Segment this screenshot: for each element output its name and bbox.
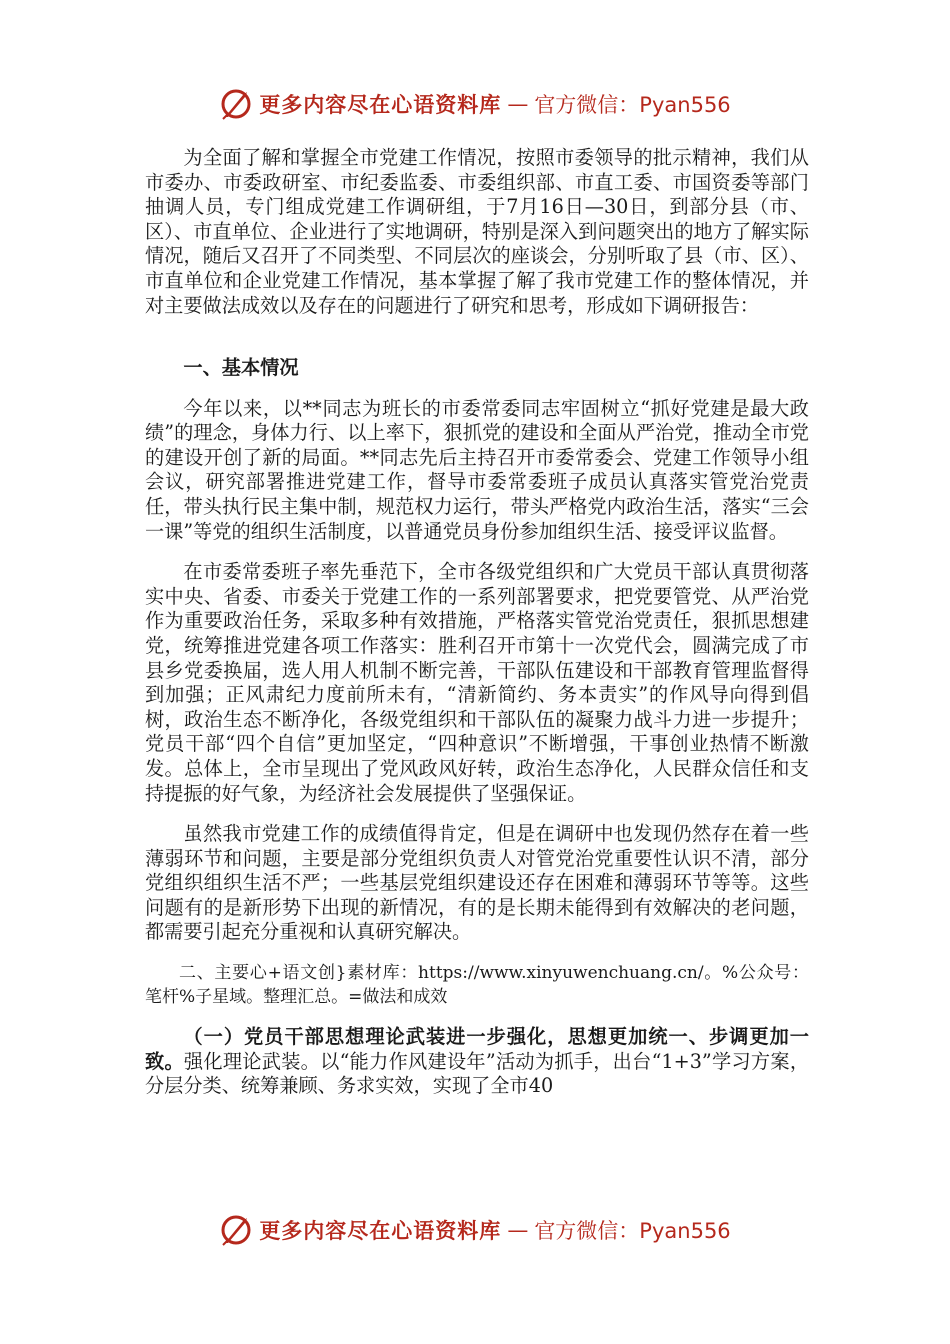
quill-logo-icon <box>219 1213 253 1247</box>
banner-brand-text: 更多内容尽在心语资料库 <box>259 93 502 117</box>
paragraph-achievements: 在市委常委班子率先垂范下，全市各级党组织和广大党员干部认真贯彻落实中央、省委、市委关于党建工作的一系列部署要求，把党要管党、从严治党作为重要政治任务，采取多种有效措施，严格落实管党治党责任，狠抓思想建党，统筹推进党建各项工作落实：胜利召开市第十一次党代会，圆满完成了市县乡党委换届，选人用人机制不断完善，干部队伍建设和干部教育管理监督得到加强；正风肃纪力度前所未有，“清新简约、务本责实”的作风导向得到倡树，政治生态不断净化，各级党组织和干部队伍的凝聚力战斗力进一步提升；党员干部“四个自信”更加坚定，“四种意识”不断增强，干事创业热情不断激发。总体上，全市呈现出了党风政风好转，政治生态净化，人民群众信任和支持提振的好气象，为经济社会发展提供了坚强保证。 <box>145 560 809 805</box>
document-body <box>145 146 809 1099</box>
section-heading-basic: 一、基本情况 <box>183 356 299 379</box>
section-heading-practices: 二、主要心+语文创}素材库：https://www.xinyuwenchuang.cn/。%公众号：笔杆%子星域。整理汇总。=做法和成效 <box>145 963 809 1008</box>
quill-logo-icon <box>219 87 253 121</box>
intro-paragraph: 为全面了解和掌握全市党建工作情况，按照市委领导的批示精神，我们从市委办、市委政研室、市纪委监委、市委组织部、市直工委、市国资委等部门抽调人员，专门组成党建工作调研组，于7月16日—30日，到部分县（市、区）、市直单位、企业进行了实地调研，特别是深入到问题突出的地方了解实际情况，随后又召开了不同类型、不同层次的座谈会，分别听取了县（市、区）、市直单位和企业党建工作情况，基本掌握了解了我市党建工作的整体情况，并对主要做法成效以及存在的问题进行了研究和思考，形成如下调研报告： <box>145 146 809 317</box>
paragraph-theory-lead: （一）党员干部思想理论武装进一步强化，思想更加统一、步调更加一致。 <box>145 1025 809 1073</box>
paragraph-problems: 虽然我市党建工作的成绩值得肯定，但是在调研中也发现仍然存在着一些薄弱环节和问题，主要是部分党组织负责人对管党治党重要性认识不清，部分党组织组织生活不严；一些基层党组织建设还存在困难和薄弱环节等等。这些问题有的是新形势下出现的新情况，有的是长期未能得到有效解决的老问题，都需要引起充分重视和认真研究解决。 <box>145 822 809 944</box>
paragraph-theory-body: 强化理论武装。以“能力作风建设年”活动为抓手，出台“1+3”学习方案，分层分类、统筹兼顾、务求实效，实现了全市40 <box>145 1049 810 1098</box>
banner-brand-text: 更多内容尽在心语资料库 <box>259 1219 502 1243</box>
paragraph-leadership: 今年以来，以**同志为班长的市委常委同志牢固树立“抓好党建是最大政绩”的理念，身体力行、以上率下，狠抓党的建设和全面从严治党，推动全市党的建设开创了新的局面。**同志先后主持召开市委常委会、党建工作领导小组会议，研究部署推进党建工作，督导市委常委班子成员认真落实管党治党责任，带头执行民主集中制，规范权力运行，带头严格党内政治生活，落实“三会一课”等党的组织生活制度，以普通党员身份参加组织生活、接受评议监督。 <box>145 396 809 543</box>
footer-banner <box>0 1210 950 1250</box>
paragraph-theory <box>145 1025 809 1099</box>
banner-dash: — <box>507 92 529 116</box>
banner-dash: — <box>507 1218 529 1242</box>
banner-wechat-text: 官方微信：Pyan556 <box>534 93 731 117</box>
header-banner <box>0 84 950 124</box>
banner-wechat-text: 官方微信：Pyan556 <box>534 1219 731 1243</box>
